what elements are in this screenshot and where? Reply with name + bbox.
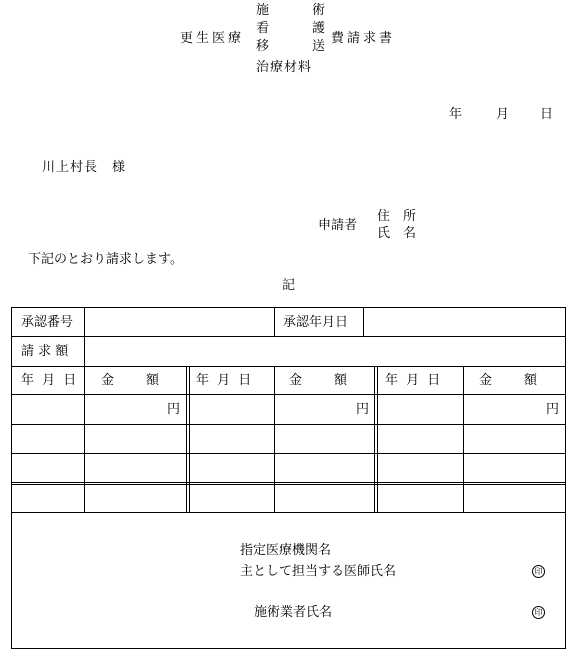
- addressee: 川上村長 様: [42, 160, 127, 175]
- practitioner-label: 施術業者氏名: [254, 605, 333, 620]
- applicant-name-label: 氏 名: [377, 226, 417, 241]
- claim-amount-label: 請 求 額: [21, 344, 69, 359]
- date-month: 月: [496, 107, 510, 122]
- title-suffix: 費請求書: [331, 31, 396, 46]
- approval-date-value[interactable]: [370, 316, 555, 330]
- approval-number-value[interactable]: [92, 316, 267, 330]
- date-year: 年: [449, 107, 463, 122]
- approval-date-label: 承認年月日: [283, 315, 349, 330]
- amount-header-2: 金 額: [289, 373, 350, 388]
- date-header-2: 年 月 日: [196, 373, 254, 388]
- doctor-label: 主として担当する医師氏名: [240, 564, 397, 579]
- title-col2-2: 護: [312, 21, 326, 36]
- claim-table: [11, 307, 566, 649]
- ki-label: 記: [282, 278, 296, 293]
- title-col1-2: 看: [256, 21, 270, 36]
- date-header-3: 年 月 日: [385, 373, 443, 388]
- amount-header-3: 金 額: [479, 373, 540, 388]
- institution-label: 指定医療機関名: [240, 543, 332, 558]
- approval-number-label: 承認番号: [21, 315, 74, 330]
- doctor-seal-icon: 印: [532, 565, 545, 578]
- yen-unit-2: 円: [356, 402, 370, 417]
- applicant-label: 申請者: [318, 218, 358, 233]
- date-day: 日: [540, 107, 554, 122]
- title-col1-3: 移: [256, 39, 270, 54]
- yen-unit-1: 円: [167, 402, 181, 417]
- title-col1-1: 施: [256, 3, 270, 18]
- title-col2-3: 送: [312, 39, 326, 54]
- date-header-1: 年 月 日: [21, 373, 79, 388]
- intro-text: 下記のとおり請求します。: [28, 252, 183, 267]
- claim-amount-value[interactable]: [92, 345, 552, 359]
- title-prefix: 更生医療: [180, 31, 245, 46]
- applicant-address-label: 住 所: [377, 209, 417, 224]
- yen-unit-3: 円: [546, 402, 560, 417]
- title-col2-1: 術: [312, 3, 326, 18]
- practitioner-seal-icon: 印: [532, 606, 545, 619]
- amount-header-1: 金 額: [101, 373, 162, 388]
- title-line4: 治療材料: [256, 60, 313, 75]
